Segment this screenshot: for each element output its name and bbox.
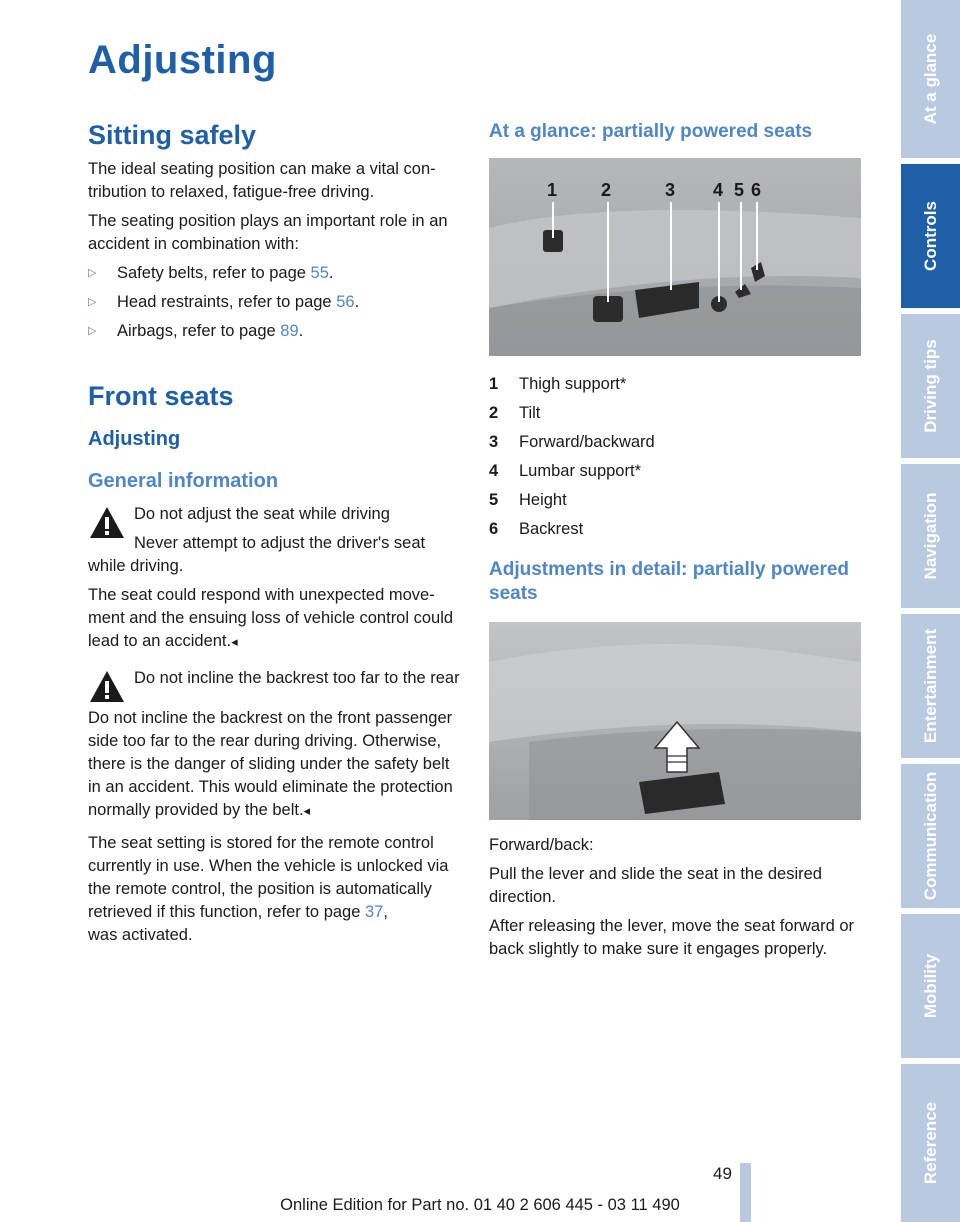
footer-edition: Online Edition for Part no. 01 40 2 606 445 - 03 11 490: [280, 1196, 680, 1214]
warning-2-title: Do not incline the backrest too far to the rear: [134, 669, 460, 687]
tab-label: Navigation: [920, 492, 940, 580]
forward-back-lever-figure: [489, 622, 861, 820]
left-column: [88, 118, 462, 953]
tab-at-a-glance[interactable]: [901, 0, 960, 158]
detail-paragraph-1: Forward/back:: [489, 836, 594, 854]
legend-num: 2: [489, 404, 499, 422]
detail-paragraph-2: Pull the lever and slide the seat in the desired direction.: [489, 865, 822, 906]
intro-paragraph-2: The seating position plays an important role in an accident in combination with:: [88, 212, 448, 253]
legend-row: [489, 428, 861, 457]
legend-label: Thigh support*: [519, 375, 627, 393]
warning-seat-adjust: [88, 503, 462, 653]
adjustments-detail-heading: Adjustments in detail: partially powered seats: [489, 559, 850, 604]
end-mark-icon: ◂: [303, 803, 311, 818]
tab-label: Driving tips: [920, 339, 940, 433]
warning-2-body: [88, 707, 462, 822]
adjusting-heading: Adjusting: [88, 428, 181, 450]
bullet-end: .: [354, 293, 360, 311]
tab-entertainment[interactable]: [901, 614, 960, 758]
legend-label: Lumbar support*: [519, 462, 641, 480]
bullet-airbags: [88, 320, 462, 343]
intro-paragraph-1: The ideal seating position can make a vital contribution to relaxed, fatigue-free driving.: [88, 160, 436, 201]
bullet-head-restraints: [88, 291, 462, 314]
tab-controls[interactable]: [901, 164, 960, 308]
legend-num: 5: [489, 491, 499, 509]
legend-row: [489, 399, 861, 428]
warning-backrest: [88, 667, 462, 822]
seat-controls-figure: [489, 158, 861, 356]
page-link-56[interactable]: 56: [336, 293, 355, 311]
right-column: [489, 120, 861, 967]
bullet-end: .: [328, 264, 334, 282]
bullet-text: Safety belts, refer to page: [117, 264, 311, 282]
tab-label: Controls: [920, 201, 940, 271]
triangle-bullet-icon: ▷: [88, 267, 97, 279]
memory-end: ,: [383, 903, 388, 921]
tab-label: Entertainment: [920, 628, 940, 744]
page-link-37[interactable]: 37: [364, 903, 384, 921]
page-link-89[interactable]: 89: [280, 322, 299, 340]
bullet-end: .: [298, 322, 304, 340]
bullet-text: Head restraints, refer to page: [117, 293, 337, 311]
legend-num: 4: [489, 462, 499, 480]
warning-1-body-1: Never attempt to adjust the driver's seat while driving.: [88, 534, 426, 575]
callout-1: 1: [547, 180, 558, 200]
legend-label: Forward/backward: [519, 433, 655, 451]
tab-navigation[interactable]: [901, 464, 960, 608]
warning-1-body-2-text: The seat could respond with unexpected movement and the ensuing loss of vehicle control could lead to an accident.: [88, 586, 454, 650]
warning-2-body-text: Do not incline the backrest on the front passenger side too far to the rear during driving. Otherwise, there is the danger of sliding under the safety belt in an accident. This would eliminate the protection normally provided by the belt.: [88, 709, 453, 819]
triangle-bullet-icon: ▷: [88, 325, 97, 337]
end-mark-icon: ◂: [231, 634, 238, 649]
legend-label: Backrest: [519, 520, 584, 538]
memory-tail: was activated.: [88, 926, 193, 944]
tab-label: Reference: [920, 1101, 940, 1185]
callout-4: 4: [713, 180, 724, 200]
legend-label: Height: [519, 491, 567, 509]
callout-6: 6: [751, 180, 762, 200]
warning-triangle-icon: [88, 669, 126, 705]
safety-bullet-list: [88, 262, 462, 343]
tab-label: Communication: [920, 771, 940, 901]
legend-row: [489, 457, 861, 486]
legend-num: 6: [489, 520, 499, 538]
tab-label: At a glance: [920, 33, 940, 125]
callout-5: 5: [734, 180, 745, 200]
warning-triangle-icon: [88, 505, 126, 541]
tab-mobility[interactable]: [901, 914, 960, 1058]
chapter-sidebar: [901, 0, 960, 1222]
general-information-heading: General information: [88, 470, 279, 492]
warning-1-body-2: [88, 584, 462, 653]
triangle-bullet-icon: ▷: [88, 296, 97, 308]
callout-3: 3: [665, 180, 676, 200]
memory-text: The seat setting is stored for the remote control currently in use. When the vehicle is unlocked via the remote control, the position is automatically retrieved if this function, refer to page: [88, 834, 449, 921]
legend-row: [489, 486, 861, 515]
detail-paragraph-3: After releasing the lever, move the seat forward or back slightly to make sure it engages properly.: [489, 917, 855, 958]
tab-label: Mobility: [920, 953, 940, 1019]
warning-1-title: Do not adjust the seat while driving: [134, 505, 390, 523]
bullet-safety-belts: [88, 262, 462, 285]
memory-paragraph: [88, 832, 462, 947]
callout-legend: [489, 370, 861, 544]
page-link-55[interactable]: 55: [310, 264, 329, 282]
legend-row: [489, 370, 861, 399]
legend-num: 3: [489, 433, 499, 451]
page-number: 49: [713, 1164, 732, 1183]
legend-label: Tilt: [519, 404, 541, 422]
at-a-glance-heading: At a glance: partially powered seats: [489, 121, 813, 142]
front-seats-heading: Front seats: [88, 381, 234, 411]
tab-communication[interactable]: [901, 764, 960, 908]
callout-2: 2: [601, 180, 612, 200]
page-title: Adjusting: [88, 38, 277, 82]
bullet-text: Airbags, refer to page: [117, 322, 281, 340]
tab-driving-tips[interactable]: [901, 314, 960, 458]
legend-row: [489, 515, 861, 544]
sitting-safely-heading: Sitting safely: [88, 120, 257, 150]
legend-num: 1: [489, 375, 499, 393]
